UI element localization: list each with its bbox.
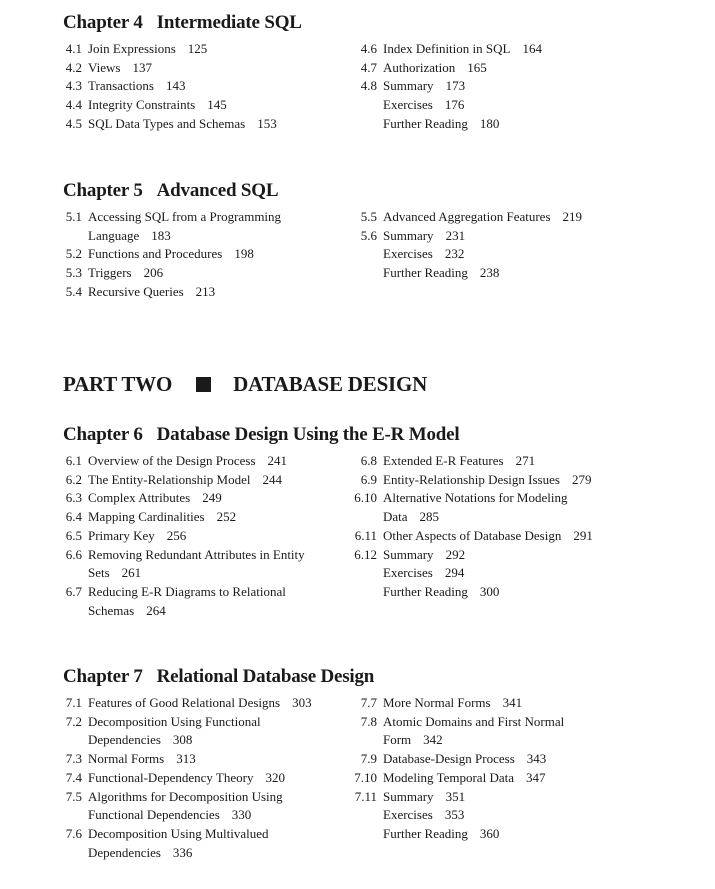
chapter-7-title bbox=[63, 666, 374, 688]
section-title: Authorization bbox=[383, 59, 456, 75]
toc-entry bbox=[353, 564, 673, 583]
toc-entry bbox=[353, 583, 673, 602]
section-number: 5.4 bbox=[65, 283, 82, 299]
page-number: 176 bbox=[444, 97, 465, 113]
toc-entry bbox=[63, 583, 383, 620]
section-title: Further Reading bbox=[383, 265, 468, 281]
section-title: Further Reading bbox=[383, 115, 468, 131]
section-title-line bbox=[383, 694, 673, 713]
black-square-icon bbox=[196, 377, 211, 392]
page-number: 173 bbox=[445, 78, 466, 94]
toc-entry bbox=[353, 471, 673, 490]
section-title-line bbox=[88, 769, 383, 788]
page-number: 343 bbox=[526, 751, 547, 767]
chapter-name: Advanced SQL bbox=[156, 180, 279, 201]
toc-entry bbox=[353, 750, 673, 769]
section-title: Triggers bbox=[88, 265, 132, 281]
section-title: Decomposition Using Functional bbox=[88, 713, 261, 729]
section-title: Accessing SQL from a Programming bbox=[88, 209, 282, 224]
section-number: 4.7 bbox=[360, 59, 377, 75]
section-number: 7.6 bbox=[65, 825, 82, 841]
page-number: 165 bbox=[467, 59, 487, 75]
section-title: Functions and Procedures bbox=[88, 246, 223, 262]
page-number: 249 bbox=[202, 490, 222, 506]
page-number: 292 bbox=[445, 546, 466, 562]
chapter-4-title bbox=[63, 12, 302, 34]
section-title-line bbox=[88, 527, 383, 546]
section-number: 6.11 bbox=[354, 527, 377, 543]
section-title-line bbox=[383, 40, 673, 59]
page-number: 206 bbox=[143, 265, 164, 281]
section-title-line bbox=[383, 115, 673, 134]
chapter-7-left-column bbox=[63, 694, 383, 862]
section-title-line bbox=[88, 115, 383, 134]
toc-entry bbox=[63, 713, 383, 750]
part-name: DATABASE DESIGN bbox=[233, 372, 428, 396]
section-title: Functional-Dependency Theory bbox=[88, 769, 254, 785]
section-number: 5.2 bbox=[65, 246, 82, 262]
section-title: Features of Good Relational Designs bbox=[88, 695, 281, 710]
section-title: SQL Data Types and Schemas bbox=[88, 115, 246, 131]
section-number: 7.7 bbox=[360, 695, 377, 710]
section-title-line bbox=[88, 731, 383, 750]
section-title-line bbox=[88, 825, 383, 844]
section-title-line bbox=[88, 564, 383, 583]
section-number: 6.4 bbox=[65, 509, 82, 525]
section-title-line bbox=[88, 844, 383, 863]
section-title: Summary bbox=[383, 227, 434, 243]
section-title-line bbox=[383, 527, 673, 546]
section-title: Recursive Queries bbox=[88, 283, 184, 299]
part-label: PART TWO bbox=[63, 372, 173, 396]
section-number: 7.3 bbox=[65, 751, 82, 767]
toc-entry bbox=[353, 806, 673, 825]
section-number: 4.4 bbox=[65, 97, 82, 113]
section-title: Reducing E-R Diagrams to Relational bbox=[88, 583, 286, 599]
section-title-line bbox=[88, 713, 383, 732]
section-number: 6.8 bbox=[360, 453, 377, 468]
section-title: Database-Design Process bbox=[383, 751, 515, 767]
page-number: 143 bbox=[165, 78, 186, 94]
section-title: Integrity Constraints bbox=[88, 97, 196, 113]
toc-entry bbox=[353, 40, 673, 59]
toc-entry bbox=[63, 769, 383, 788]
section-title: Form bbox=[383, 732, 412, 748]
toc-entry bbox=[63, 208, 383, 245]
section-title: Data bbox=[383, 509, 408, 525]
page-number: 183 bbox=[151, 227, 171, 243]
toc-entry bbox=[353, 489, 673, 526]
toc-entry bbox=[63, 471, 383, 490]
toc-entry bbox=[353, 264, 673, 283]
section-title-line bbox=[383, 546, 673, 565]
toc-entry bbox=[63, 489, 383, 508]
section-title-line bbox=[88, 583, 383, 602]
toc-entry bbox=[63, 546, 383, 583]
section-number: 6.1 bbox=[65, 453, 82, 468]
section-number: 5.6 bbox=[360, 227, 377, 243]
toc-entry bbox=[63, 788, 383, 825]
toc-entry bbox=[353, 769, 673, 788]
chapter-4-left-column bbox=[63, 40, 383, 134]
toc-entry bbox=[63, 508, 383, 527]
section-number: 7.9 bbox=[360, 751, 377, 767]
section-title: Exercises bbox=[383, 565, 433, 581]
toc-entry bbox=[63, 264, 383, 283]
toc-entry bbox=[63, 115, 383, 134]
section-title: Decomposition Using Multivalued bbox=[88, 825, 269, 841]
chapter-number: Chapter 4 bbox=[63, 12, 143, 33]
chapter-name: Database Design Using the E-R Model bbox=[156, 424, 460, 445]
chapter-6-title bbox=[63, 424, 459, 446]
section-title-line bbox=[383, 750, 673, 769]
section-number: 6.9 bbox=[360, 471, 377, 487]
section-title-line bbox=[383, 769, 673, 788]
section-title-line bbox=[383, 806, 673, 825]
page-number: 285 bbox=[419, 509, 440, 525]
toc-entry bbox=[353, 694, 673, 713]
section-title: The Entity-Relationship Model bbox=[88, 471, 251, 487]
section-title-line bbox=[383, 731, 673, 750]
page-number: 294 bbox=[444, 565, 465, 581]
section-title: Overview of the Design Process bbox=[88, 453, 256, 468]
section-title: Primary Key bbox=[88, 527, 155, 543]
page-number: 264 bbox=[146, 602, 166, 618]
chapter-5-title bbox=[63, 180, 278, 202]
page-number: 342 bbox=[423, 732, 443, 748]
toc-entry bbox=[63, 40, 383, 59]
toc-entry bbox=[353, 59, 673, 78]
page-number: 145 bbox=[207, 97, 227, 113]
section-title: Atomic Domains and First Normal bbox=[383, 713, 565, 729]
page-number: 252 bbox=[216, 509, 237, 525]
section-title: Functional Dependencies bbox=[88, 807, 220, 823]
section-number: 7.4 bbox=[65, 769, 82, 785]
chapter-6-left-column bbox=[63, 452, 383, 620]
section-title-line bbox=[88, 508, 383, 527]
section-title: Further Reading bbox=[383, 583, 468, 599]
section-title-line bbox=[88, 208, 383, 227]
chapter-number: Chapter 5 bbox=[63, 180, 143, 201]
section-title: Views bbox=[88, 59, 121, 75]
chapter-name: Relational Database Design bbox=[156, 666, 375, 687]
section-title-line bbox=[88, 264, 383, 283]
page-number: 291 bbox=[573, 527, 593, 543]
section-title: Complex Attributes bbox=[88, 490, 191, 506]
page-number: 320 bbox=[265, 769, 285, 785]
section-title: Alternative Notations for Modeling bbox=[383, 490, 568, 506]
toc-entry bbox=[63, 59, 383, 78]
page-number: 180 bbox=[479, 115, 500, 131]
section-title-line bbox=[383, 245, 673, 264]
section-number: 7.10 bbox=[354, 769, 377, 785]
chapter-5-left-column bbox=[63, 208, 383, 302]
section-title-line bbox=[383, 264, 673, 283]
page-number: 244 bbox=[262, 471, 282, 487]
page-number: 213 bbox=[195, 283, 216, 299]
page-number: 231 bbox=[445, 227, 466, 243]
toc-entry bbox=[63, 750, 383, 769]
toc-entry bbox=[63, 96, 383, 115]
section-title: Algorithms for Decomposition Using bbox=[88, 788, 283, 804]
section-title-line bbox=[383, 508, 673, 527]
page-number: 336 bbox=[172, 844, 193, 860]
page-number: 238 bbox=[479, 265, 500, 281]
section-number: 5.1 bbox=[65, 209, 82, 224]
page-number: 137 bbox=[132, 59, 152, 75]
section-title: More Normal Forms bbox=[383, 695, 491, 710]
section-number: 6.2 bbox=[65, 471, 82, 487]
page-number: 261 bbox=[121, 565, 142, 581]
section-title-line bbox=[383, 583, 673, 602]
section-number: 7.2 bbox=[65, 713, 82, 729]
section-title: Transactions bbox=[88, 78, 154, 94]
toc-entry bbox=[353, 96, 673, 115]
page-number: 300 bbox=[479, 583, 500, 599]
section-title: Entity-Relationship Design Issues bbox=[383, 471, 560, 487]
page-number: 271 bbox=[515, 453, 536, 468]
page-number: 360 bbox=[479, 825, 500, 841]
section-title-line bbox=[88, 546, 383, 565]
page-number: 256 bbox=[166, 527, 187, 543]
section-title: Other Aspects of Database Design bbox=[383, 527, 562, 543]
section-title-line bbox=[88, 283, 383, 302]
page-number: 198 bbox=[234, 246, 254, 262]
section-title: Language bbox=[88, 227, 140, 243]
page-number: 347 bbox=[525, 769, 546, 785]
section-number: 5.5 bbox=[360, 209, 377, 224]
section-title: Exercises bbox=[383, 97, 433, 113]
toc-entry bbox=[63, 527, 383, 546]
toc-entry bbox=[353, 227, 673, 246]
chapter-number: Chapter 6 bbox=[63, 424, 143, 445]
section-title: Further Reading bbox=[383, 825, 468, 841]
chapter-number: Chapter 7 bbox=[63, 666, 143, 687]
toc-entry bbox=[353, 546, 673, 565]
section-title-line bbox=[383, 77, 673, 96]
section-number: 6.7 bbox=[65, 583, 82, 599]
page-number: 303 bbox=[292, 695, 312, 710]
section-title-line bbox=[88, 227, 383, 246]
chapter-name: Intermediate SQL bbox=[156, 12, 302, 33]
page-number: 125 bbox=[187, 41, 208, 56]
section-title: Join Expressions bbox=[88, 41, 176, 56]
section-title-line bbox=[88, 245, 383, 264]
part-heading bbox=[63, 372, 427, 397]
section-title-line bbox=[88, 750, 383, 769]
toc-entry bbox=[63, 825, 383, 862]
section-title: Summary bbox=[383, 78, 434, 94]
section-number: 7.1 bbox=[65, 695, 82, 710]
page-number: 164 bbox=[522, 41, 542, 56]
section-title: Exercises bbox=[383, 246, 433, 262]
section-title: Dependencies bbox=[88, 732, 161, 748]
page-number: 341 bbox=[502, 695, 523, 710]
section-title-line bbox=[383, 825, 673, 844]
chapter-6-right-column bbox=[353, 452, 673, 602]
section-title: Schemas bbox=[88, 602, 135, 618]
section-title-line bbox=[88, 489, 383, 508]
toc-entry bbox=[63, 452, 383, 471]
section-title-line bbox=[88, 471, 383, 490]
page-number: 219 bbox=[562, 209, 583, 224]
page-number: 279 bbox=[571, 471, 592, 487]
section-number: 4.1 bbox=[65, 41, 82, 56]
section-title-line bbox=[383, 788, 673, 807]
section-number: 6.6 bbox=[65, 546, 82, 562]
section-title-line bbox=[383, 452, 673, 471]
section-title: Summary bbox=[383, 788, 434, 804]
section-title-line bbox=[383, 227, 673, 246]
section-number: 4.8 bbox=[360, 78, 377, 94]
section-title: Advanced Aggregation Features bbox=[383, 209, 551, 224]
page-number: 313 bbox=[176, 751, 196, 767]
page-number: 232 bbox=[444, 246, 465, 262]
page-number: 353 bbox=[444, 807, 465, 823]
section-title-line bbox=[88, 40, 383, 59]
section-number: 4.2 bbox=[65, 59, 82, 75]
toc-entry bbox=[63, 694, 383, 713]
toc-entry bbox=[353, 788, 673, 807]
section-title-line bbox=[88, 96, 383, 115]
section-title-line bbox=[88, 452, 383, 471]
toc-entry bbox=[353, 527, 673, 546]
section-title-line bbox=[383, 208, 673, 227]
section-number: 6.5 bbox=[65, 527, 82, 543]
section-title: Mapping Cardinalities bbox=[88, 509, 205, 525]
chapter-4-right-column bbox=[353, 40, 673, 134]
section-title: Normal Forms bbox=[88, 751, 165, 767]
section-title-line bbox=[88, 602, 383, 621]
toc-entry bbox=[353, 208, 673, 227]
chapter-5-right-column bbox=[353, 208, 673, 283]
section-number: 7.8 bbox=[360, 713, 377, 729]
section-title-line bbox=[383, 489, 673, 508]
section-title: Index Definition in SQL bbox=[383, 41, 511, 56]
section-number: 5.3 bbox=[65, 265, 82, 281]
section-number: 7.5 bbox=[65, 788, 82, 804]
toc-entry bbox=[353, 713, 673, 750]
section-number: 7.11 bbox=[354, 788, 377, 804]
toc-entry bbox=[63, 245, 383, 264]
section-title-line bbox=[88, 788, 383, 807]
section-title: Summary bbox=[383, 546, 434, 562]
toc-entry bbox=[353, 825, 673, 844]
section-title-line bbox=[383, 96, 673, 115]
section-number: 4.5 bbox=[65, 115, 82, 131]
toc-entry bbox=[63, 283, 383, 302]
page-number: 330 bbox=[231, 807, 252, 823]
page-number: 351 bbox=[445, 788, 466, 804]
section-title-line bbox=[383, 471, 673, 490]
section-title-line bbox=[383, 713, 673, 732]
toc-entry bbox=[353, 115, 673, 134]
toc-entry bbox=[353, 452, 673, 471]
section-title-line bbox=[88, 59, 383, 78]
page-number: 241 bbox=[267, 453, 288, 468]
page-number: 153 bbox=[257, 115, 277, 131]
section-number: 6.12 bbox=[354, 546, 377, 562]
section-title-line bbox=[383, 59, 673, 78]
toc-entry bbox=[353, 245, 673, 264]
chapter-7-right-column bbox=[353, 694, 673, 844]
section-number: 4.6 bbox=[360, 41, 377, 56]
section-title: Extended E-R Features bbox=[383, 453, 504, 468]
section-title-line bbox=[88, 806, 383, 825]
section-title: Dependencies bbox=[88, 844, 161, 860]
section-title-line bbox=[383, 564, 673, 583]
toc-entry bbox=[353, 77, 673, 96]
section-number: 4.3 bbox=[65, 78, 82, 94]
section-number: 6.10 bbox=[354, 490, 377, 506]
section-title-line bbox=[88, 77, 383, 96]
section-number: 6.3 bbox=[65, 490, 82, 506]
section-title: Sets bbox=[88, 565, 110, 581]
page-number: 308 bbox=[172, 732, 193, 748]
toc-entry bbox=[63, 77, 383, 96]
section-title: Modeling Temporal Data bbox=[383, 769, 514, 785]
section-title: Exercises bbox=[383, 807, 433, 823]
section-title-line bbox=[88, 694, 383, 713]
section-title: Removing Redundant Attributes in Entity bbox=[88, 546, 305, 562]
